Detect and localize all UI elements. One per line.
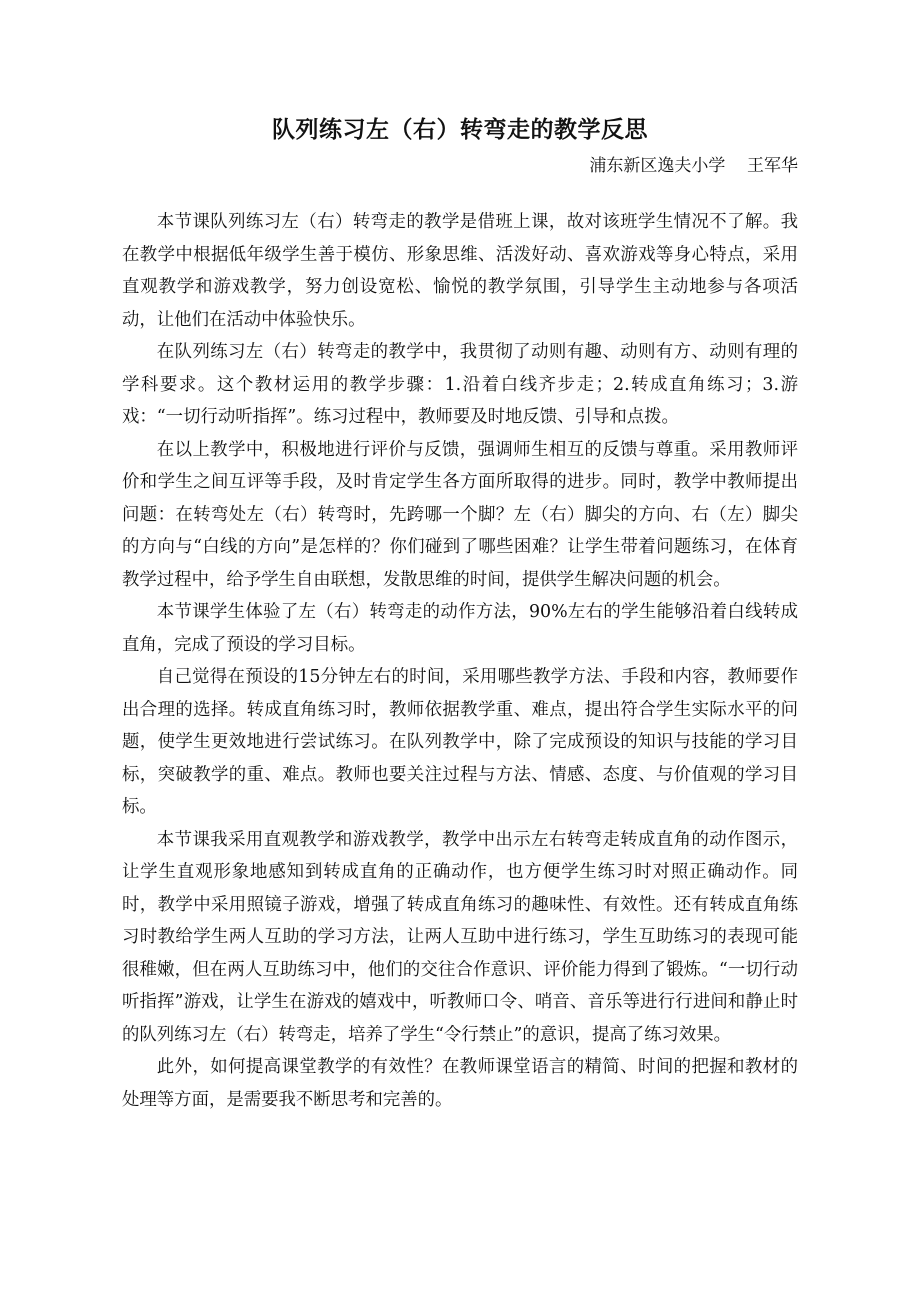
paragraph-2: 在队列练习左（右）转弯走的教学中，我贯彻了动则有趣、动则有方、动则有理的学科要求。这个教材运用的教学步骤：1.沿着白线齐步走；2.转成直角练习；3.游戏：“一切行动听指挥”。练习过程中，教师要及时地反馈、引导和点拨。	[122, 342, 798, 427]
document-title: 队列练习左（右）转弯走的教学反思	[272, 117, 648, 143]
paragraph-7: 此外，如何提高课堂教学的有效性？在教师课堂语言的精简、时间的把握和教材的处理等方面，是需要我不断思考和完善的。	[122, 1057, 798, 1110]
paragraph-6: 本节课我采用直观教学和游戏教学，教学中出示左右转弯走转成直角的动作图示，让学生直观形象地感知到转成直角的正确动作，也方便学生练习时对照正确动作。同时，教学中采用照镜子游戏，增强了转成直角练习的趣味性、有效性。还有转成直角练习时教给学生两人互助的学习方法，让两人互助中进行练习，学生互助练习的表现可能很稚嫩，但在两人互助练习中，他们的交往合作意识、评价能力得到了锻炼。“一切行动听指挥”游戏，让学生在游戏的嬉戏中，听教师口令、哨音、音乐等进行行进间和静止时的队列练习左（右）转弯走，培养了学生“令行禁止”的意识，提高了练习效果。	[122, 829, 798, 1045]
paragraph-4: 本节课学生体验了左（右）转弯走的动作方法，90%左右的学生能够沿着白线转成直角，完成了预设的学习目标。	[122, 602, 798, 655]
paragraph-1: 本节课队列练习左（右）转弯走的教学是借班上课，故对该班学生情况不了解。我在教学中根据低年级学生善于模仿、形象思维、活泼好动、喜欢游戏等身心特点，采用直观教学和游戏教学，努力创设宽松、愉悦的教学氛围，引导学生主动地参与各项活动，让他们在活动中体验快乐。	[122, 212, 798, 330]
paragraph-3: 在以上教学中，积极地进行评价与反馈，强调师生相互的反馈与尊重。采用教师评价和学生之间互评等手段，及时肯定学生各方面所取得的进步。同时，教学中教师提出问题：在转弯处左（右）转弯时，先跨哪一个脚？左（右）脚尖的方向、右（左）脚尖的方向与“白线的方向”是怎样的？你们碰到了哪些困难？让学生带着问题练习，在体育教学过程中，给予学生自由联想，发散思维的时间，提供学生解决问题的机会。	[122, 439, 798, 590]
document-body	[122, 206, 798, 1116]
paragraph-5: 自己觉得在预设的15分钟左右的时间，采用哪些教学方法、手段和内容，教师要作出合理的选择。转成直角练习时，教师依据教学重、难点，提出符合学生实际水平的问题，使学生更效地进行尝试练习。在队列教学中，除了完成预设的知识与技能的学习目标，突破教学的重、难点。教师也要关注过程与方法、情感、态度、与价值观的学习目标。	[122, 667, 798, 817]
author-line: 浦东新区逸夫小学 王军华	[589, 156, 798, 176]
